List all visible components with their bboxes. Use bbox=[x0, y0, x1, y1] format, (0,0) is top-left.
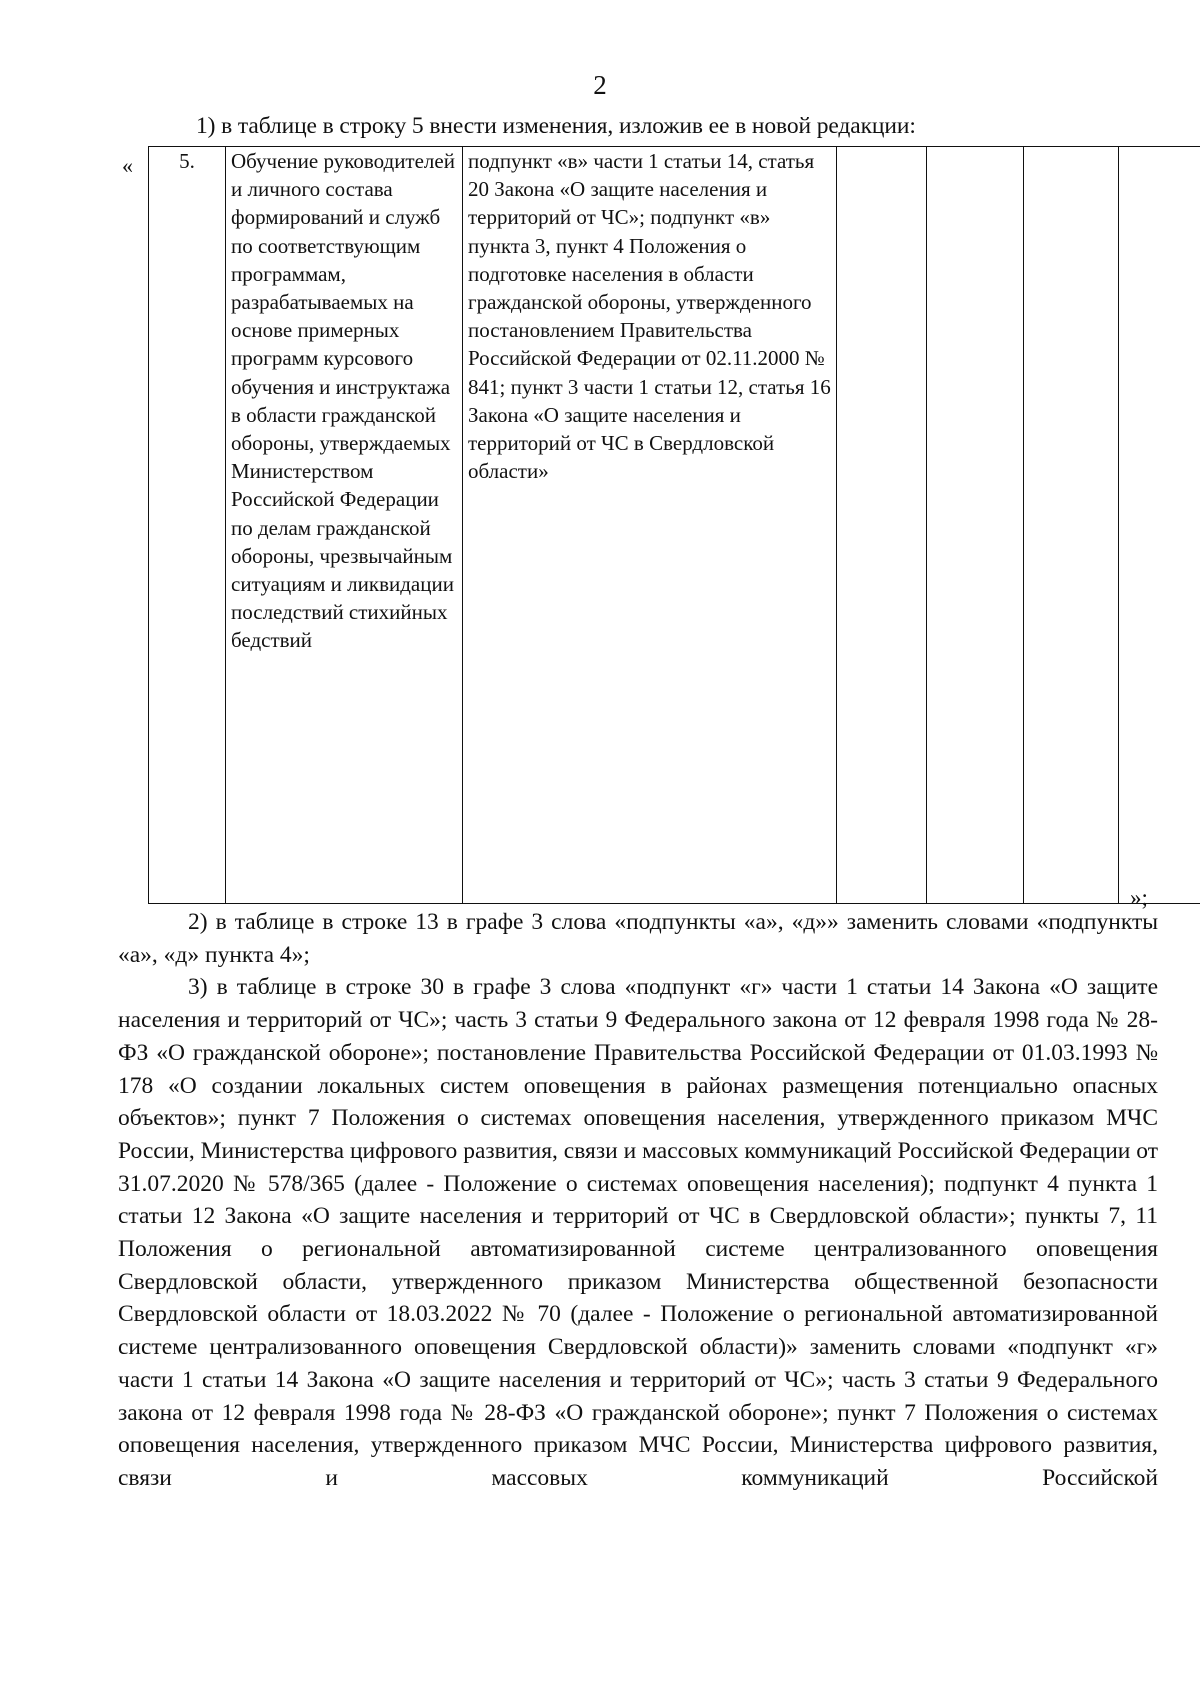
amendment-item-2: 2) в таблице в строке 13 в графе 3 слова «подпункты «а», «д»» заменить словами «подпункты «а», «д» пункта 4»; bbox=[118, 909, 1158, 968]
empty-cell bbox=[1024, 147, 1119, 904]
opening-quote-mark: « bbox=[122, 153, 133, 178]
amendment-table bbox=[148, 146, 1200, 904]
closing-quote-mark: »; bbox=[1130, 885, 1148, 910]
empty-cell bbox=[837, 147, 927, 904]
activity-name-cell: Обучение руководителей и личного состава формирований и служб по соответствующим программам, разрабатываемых на основе примерных программ курсового обучения и инструктажа в области гражданской обороны, утверждаемых Министерством Российской Федерации по делам гражданской обороны, чрезвычайным ситуациям и ликвидации последствий стихийных бедствий bbox=[226, 147, 463, 904]
amendment-item-3: 3) в таблице в строке 30 в графе 3 слова «подпункт «г» части 1 статьи 14 Закона «О защите населения и территорий от ЧС»; часть 3 статьи 9 Федерального закона от 12 февраля 1998 года № 28-ФЗ «О гражданской обороне»; постановление Правительства Российской Федерации от 01.03.1993 № 178 «О создании локальных систем оповещения в районах размещения потенциально опасных объектов»; пункт 7 Положения о системах оповещения населения, утвержденного приказом МЧС России, Министерства цифрового развития, связи и массовых коммуникаций Российской Федерации от 31.07.2020 № 578/365 (далее - Положение о системах оповещения населения); подпункт 4 пункта 1 статьи 12 Закона «О защите населения и территорий от ЧС в Свердловской области»; пункты 7, 11 Положения о региональной автоматизированной системе централизованного оповещения Свердловской области, утвержденного приказом Министерства общественной безопасности Свердловской области от 18.03.2022 № 70 (далее - Положение о региональной автоматизированной системе централизованного оповещения Свердловской области)» заменить словами «подпункт «г» части 1 статьи 14 Закона «О защите населения и территорий от ЧС»; часть 3 статьи 9 Федерального закона от 12 февраля 1998 года № 28-ФЗ «О гражданской обороне»; пункт 7 Положения о системах оповещения населения, утвержденного приказом МЧС России, Министерства цифрового развития, связи и массовых коммуникаций Российской bbox=[118, 974, 1158, 1491]
amendment-item-1: 1) в таблице в строку 5 внести изменения, изложив ее в новой редакции: bbox=[196, 113, 916, 139]
table-row bbox=[149, 147, 1200, 904]
empty-cell bbox=[1119, 147, 1200, 904]
document-body bbox=[118, 906, 1158, 1495]
legal-basis-cell: подпункт «в» части 1 статьи 14, статья 20 Закона «О защите населения и территорий от ЧС»; подпункт «в» пункта 3, пункт 4 Положения о подготовке населения в области гражданской обороны, утвержденного постановлением Правительства Российской Федерации от 02.11.2000 № 841; пункт 3 части 1 статьи 12, статья 16 Закона «О защите населения и территорий от ЧС в Свердловской области» bbox=[463, 147, 837, 904]
row-number-cell: 5. bbox=[149, 147, 226, 904]
page-number: 2 bbox=[593, 70, 607, 100]
empty-cell bbox=[927, 147, 1024, 904]
